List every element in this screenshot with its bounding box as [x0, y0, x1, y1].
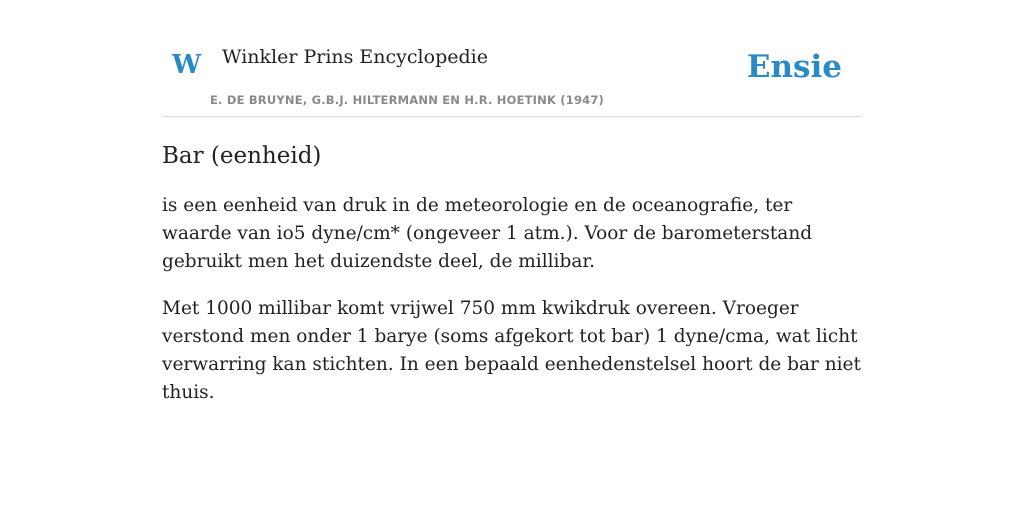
publication-authors: E. DE BRUYNE, G.B.J. HILTERMANN EN H.R. HOETINK (1947): [210, 93, 605, 107]
publication-logo[interactable]: W: [172, 50, 202, 80]
article-title: Bar (eenheid): [162, 143, 322, 169]
page-container: [162, 0, 862, 407]
publication-header: [162, 0, 862, 117]
article-paragraph: is een eenheid van druk in de meteorologie en de oceanografie, ter waarde van io5 dyne/cm* (ongeveer 1 atm.). Voor de barometerstand gebruikt men het duizendste deel, de millibar.: [162, 195, 813, 272]
ensie-brand-link[interactable]: Ensie: [746, 49, 842, 85]
article-paragraph: Met 1000 millibar komt vrijwel 750 mm kwikdruk overeen. Vroeger verstond men onder 1 barye (soms afgekort tot bar) 1 dyne/cma, wat licht verwarring kan stichten. In een bepaald eenhedenstelsel hoort de bar niet thuis.: [162, 298, 861, 403]
publication-title[interactable]: Winkler Prins Encyclopedie: [222, 46, 488, 68]
